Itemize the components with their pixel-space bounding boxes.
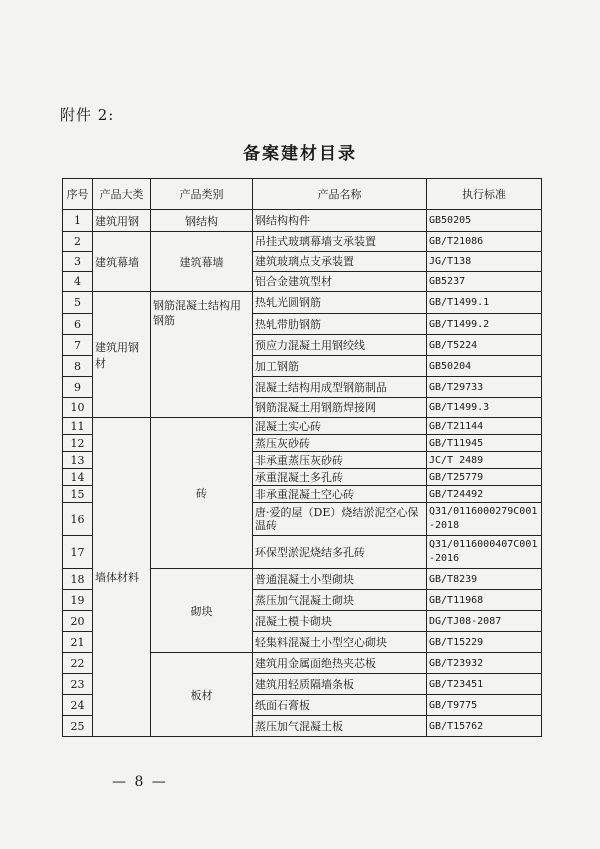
product-name: 混凝土模卡砌块 xyxy=(253,611,427,632)
product-name: 蒸压加气混凝土砌块 xyxy=(253,590,427,611)
product-name: 热轧带肋钢筋 xyxy=(253,314,427,335)
standard-cell: GB/T25779 xyxy=(427,469,542,486)
standard-cell: GB/T5224 xyxy=(427,335,542,356)
table-row xyxy=(63,418,542,435)
product-name: 普通混凝土小型砌块 xyxy=(253,569,427,590)
standard-cell: GB/T24492 xyxy=(427,486,542,503)
row-no: 7 xyxy=(63,335,93,356)
product-name: 非承重混凝土空心砖 xyxy=(253,486,427,503)
row-no: 25 xyxy=(63,716,93,737)
type-cell: 钢结构 xyxy=(151,210,253,232)
standard-cell: JC/T 2489 xyxy=(427,452,542,469)
standard-cell: GB5237 xyxy=(427,272,542,292)
standard-cell: GB/T21086 xyxy=(427,232,542,252)
standard-cell: GB/T29733 xyxy=(427,377,542,398)
row-no: 21 xyxy=(63,632,93,653)
product-name: 钢筋混凝土用钢筋焊接网 xyxy=(253,398,427,418)
row-no: 15 xyxy=(63,486,93,503)
header-type: 产品类别 xyxy=(151,179,253,210)
category-cell: 墙体材料 xyxy=(93,418,151,737)
product-name: 钢结构构件 xyxy=(253,210,427,232)
table-row xyxy=(63,292,542,314)
standard-cell: Q31/0116000407C001-2016 xyxy=(427,536,542,569)
standard-cell: GB/T15229 xyxy=(427,632,542,653)
standard-cell: GB/T1499.1 xyxy=(427,292,542,314)
product-name: 承重混凝土多孔砖 xyxy=(253,469,427,486)
category-cell: 建筑用钢 xyxy=(93,210,151,232)
row-no: 16 xyxy=(63,503,93,536)
row-no: 3 xyxy=(63,252,93,272)
row-no: 17 xyxy=(63,536,93,569)
product-name: 蒸压灰砂砖 xyxy=(253,435,427,452)
product-name: 吊挂式玻璃幕墙支承装置 xyxy=(253,232,427,252)
product-name: 建筑玻璃点支承装置 xyxy=(253,252,427,272)
row-no: 18 xyxy=(63,569,93,590)
page-number: — 8 — xyxy=(112,774,168,790)
type-cell: 砌块 xyxy=(151,569,253,653)
row-no: 1 xyxy=(63,210,93,232)
row-no: 19 xyxy=(63,590,93,611)
product-name: 纸面石膏板 xyxy=(253,695,427,716)
product-name: 建筑用轻质隔墙条板 xyxy=(253,674,427,695)
standard-cell: GB/T11968 xyxy=(427,590,542,611)
product-name: 环保型淤泥烧结多孔砖 xyxy=(253,536,427,569)
standard-cell: GB/T23932 xyxy=(427,653,542,674)
type-cell: 板材 xyxy=(151,653,253,737)
header-no: 序号 xyxy=(63,179,93,210)
header-name: 产品名称 xyxy=(253,179,427,210)
row-no: 12 xyxy=(63,435,93,452)
product-name: 混凝土实心砖 xyxy=(253,418,427,435)
header-standard: 执行标准 xyxy=(427,179,542,210)
row-no: 14 xyxy=(63,469,93,486)
product-name: 蒸压加气混凝土板 xyxy=(253,716,427,737)
row-no: 22 xyxy=(63,653,93,674)
row-no: 8 xyxy=(63,356,93,377)
standard-cell: GB/T9775 xyxy=(427,695,542,716)
type-cell: 钢筋混凝土结构用钢筋 xyxy=(151,292,253,418)
product-name: 唐·爱的屋（DE）烧结淤泥空心保温砖 xyxy=(253,503,427,536)
category-cell: 建筑用钢材 xyxy=(93,292,151,418)
standard-cell: GB/T11945 xyxy=(427,435,542,452)
row-no: 20 xyxy=(63,611,93,632)
product-name: 预应力混凝土用钢绞线 xyxy=(253,335,427,356)
standard-cell: GB/T21144 xyxy=(427,418,542,435)
standard-cell: JG/T138 xyxy=(427,252,542,272)
row-no: 5 xyxy=(63,292,93,314)
table-row xyxy=(63,232,542,252)
row-no: 13 xyxy=(63,452,93,469)
product-name: 铝合金建筑型材 xyxy=(253,272,427,292)
category-cell: 建筑幕墙 xyxy=(93,232,151,292)
product-name: 非承重蒸压灰砂砖 xyxy=(253,452,427,469)
standard-cell: GB50205 xyxy=(427,210,542,232)
type-cell: 砖 xyxy=(151,418,253,569)
row-no: 2 xyxy=(63,232,93,252)
product-name: 建筑用金属面绝热夹芯板 xyxy=(253,653,427,674)
materials-table xyxy=(62,178,542,737)
product-name: 热轧光圆钢筋 xyxy=(253,292,427,314)
standard-cell: GB/T8239 xyxy=(427,569,542,590)
product-name: 加工钢筋 xyxy=(253,356,427,377)
row-no: 24 xyxy=(63,695,93,716)
row-no: 4 xyxy=(63,272,93,292)
row-no: 6 xyxy=(63,314,93,335)
row-no: 11 xyxy=(63,418,93,435)
type-cell: 建筑幕墙 xyxy=(151,232,253,292)
row-no: 10 xyxy=(63,398,93,418)
standard-cell: GB/T15762 xyxy=(427,716,542,737)
attachment-label: 附件 2: xyxy=(60,106,115,124)
product-name: 轻集料混凝土小型空心砌块 xyxy=(253,632,427,653)
table-header-row xyxy=(63,179,542,210)
standard-cell: GB/T1499.2 xyxy=(427,314,542,335)
row-no: 9 xyxy=(63,377,93,398)
standard-cell: GB50204 xyxy=(427,356,542,377)
header-category: 产品大类 xyxy=(93,179,151,210)
standard-cell: GB/T23451 xyxy=(427,674,542,695)
table-row xyxy=(63,210,542,232)
row-no: 23 xyxy=(63,674,93,695)
standard-cell: DG/TJ08-2087 xyxy=(427,611,542,632)
standard-cell: Q31/0116000279C001-2018 xyxy=(427,503,542,536)
document-title: 备案建材目录 xyxy=(243,144,357,164)
standard-cell: GB/T1499.3 xyxy=(427,398,542,418)
product-name: 混凝土结构用成型钢筋制品 xyxy=(253,377,427,398)
